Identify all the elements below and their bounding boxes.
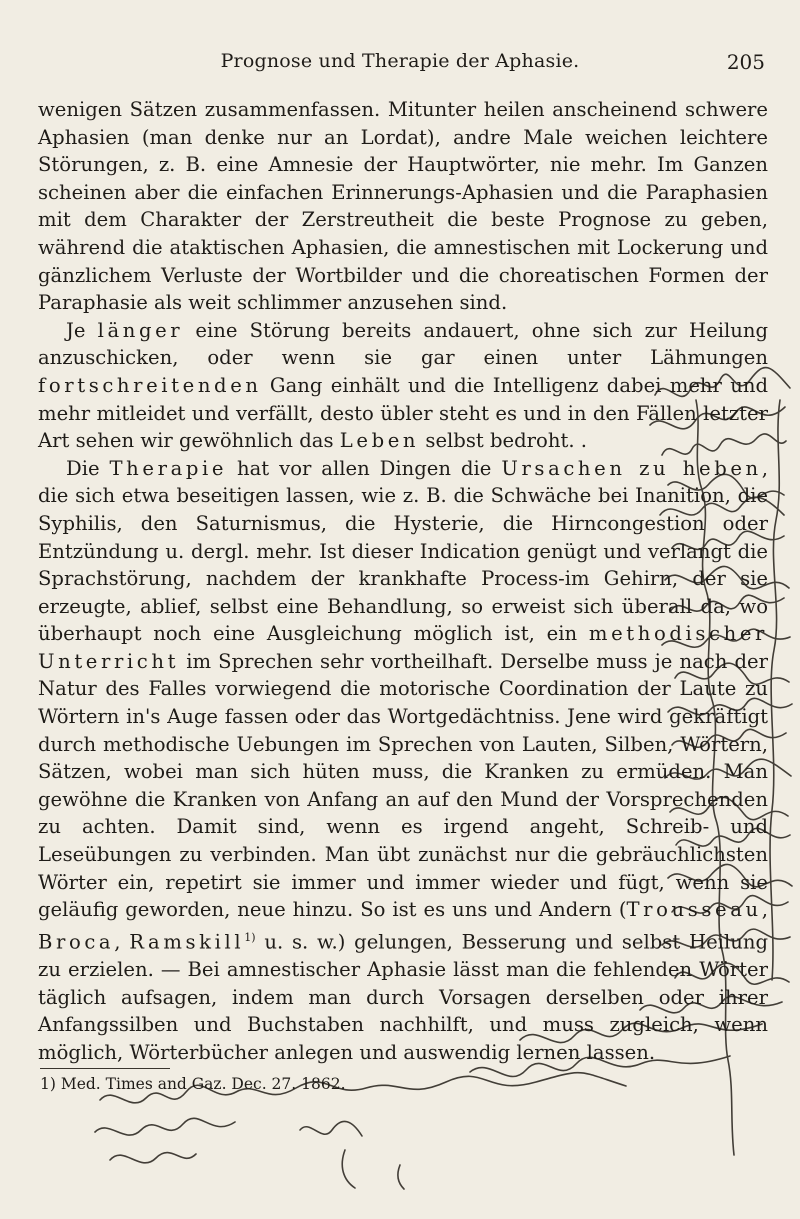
emphasis-fortschreitenden: fortschreitenden [38, 373, 262, 397]
name-trousseau: Trousseau [626, 898, 762, 922]
text-run: im Sprechen sehr vortheilhaft. Derselbe muss je nach der Natur des Falles vorwiegend die motorische Coordination der Laute zu Wörtern in's Auge fassen oder das Wortgedächtniss. Jene wird gekräftigt durch methodische Uebungen im Sprechen von Lauten, Silben, Wörtern, Sätzen, wobei man sich hüten muss, die Kranken zu ermüden. Man gewöhne die Kranken von Anfang an auf den Mund der Vorsprechenden zu achten. Damit sind, wenn es irgend angeht, Schreib- und Leseübungen zu verbinden. Man übt zunächst nur die gebräuchlichsten Wörter ein, repetirt sie immer und immer wieder und fügt, wenn sie geläufig geworden, neue hinzu. So ist es uns und Andern ( [38, 649, 768, 922]
text-run: , [761, 898, 768, 922]
footnote-marker: 1) [244, 930, 256, 944]
footnote: 1) Med. Times and Gaz. Dec. 27. 1862. [40, 1075, 346, 1093]
paragraph-therapy [38, 455, 768, 1067]
name-broca: Broca [38, 930, 115, 954]
paragraph-prognosis: wenigen Sätzen zusammenfassen. Mitunter heilen anscheinend schwere Aphasien (man denke nur an Lordat), andre Male weichen leichtere Störungen, z. B. eine Amnesie der Hauptwörter, nie mehr. Im Ganzen scheinen aber die einfachen Erinnerungs-Aphasien und die Paraphasien mit dem Charakter der Zerstreutheit die beste Prognose zu geben, während die ataktischen Aphasien, die amnestischen mit Lockerung und gänzlichem Verluste der Wortbilder und die choreatischen Formen der Paraphasie als weit schlimmer anzusehen sind. [38, 98, 768, 315]
text-run: , die sich etwa beseitigen lassen, wie z. B. die Schwäche bei Inanition, die Syphilis, den Saturnismus, die Hysterie, die Hirncongestion oder Entzündung u. dergl. mehr. Ist dieser Indication genügt und verlangt die Sprachstörung, nachdem der krankhafte Process-im Gehirn, der sie erzeugte, ablief, selbst eine Behandlung, so erweist sich überall da, wo überhaupt noch eine Ausgleichung möglich ist, ein [38, 456, 768, 646]
text-run: u. s. w.) gelungen, Besserung und selbst Heilung zu erzielen. — Bei amnestischer Aphasie lässt man die fehlenden Wörter täglich aufsagen, indem man durch Vorsagen derselben oder ihrer Anfangssilben und Buchstaben nachhilft, und muss zugleich, wenn möglich, Wörterbücher anlegen und auswendig lernen lassen. [38, 930, 768, 1064]
text-run: selbst bedroht. . [419, 429, 588, 453]
text-run: eine Störung bereits andauert, ohne sich zur Heilung anzuschicken, oder wenn sie gar einen unter Lähmungen [38, 318, 769, 370]
body-text [38, 96, 768, 1066]
emphasis-laenger: länger [97, 318, 184, 342]
emphasis-leben: Leben [339, 429, 420, 453]
paragraph-duration [38, 317, 768, 455]
text-run: Gang einhält und die Intelligenz dabei mehr und mehr mitleidet und verfällt, desto übler steht es und in den Fällen letzter Art sehen wir gewöhnlich das [38, 373, 768, 453]
text-run: hat vor allen Dingen die [227, 456, 502, 480]
text-run: Die [66, 456, 110, 480]
emphasis-therapie: Therapie [109, 456, 228, 480]
running-title: Prognose und Therapie der Aphasie. [220, 50, 580, 72]
text-run: Je [66, 318, 98, 342]
emphasis-ursachen: Ursachen zu heben [501, 456, 762, 480]
emphasis-unterricht: methodischer Unterricht [38, 622, 768, 673]
name-ramskill: Ramskill [129, 930, 245, 954]
text-run: , [114, 930, 130, 954]
page-number: 205 [726, 50, 765, 74]
